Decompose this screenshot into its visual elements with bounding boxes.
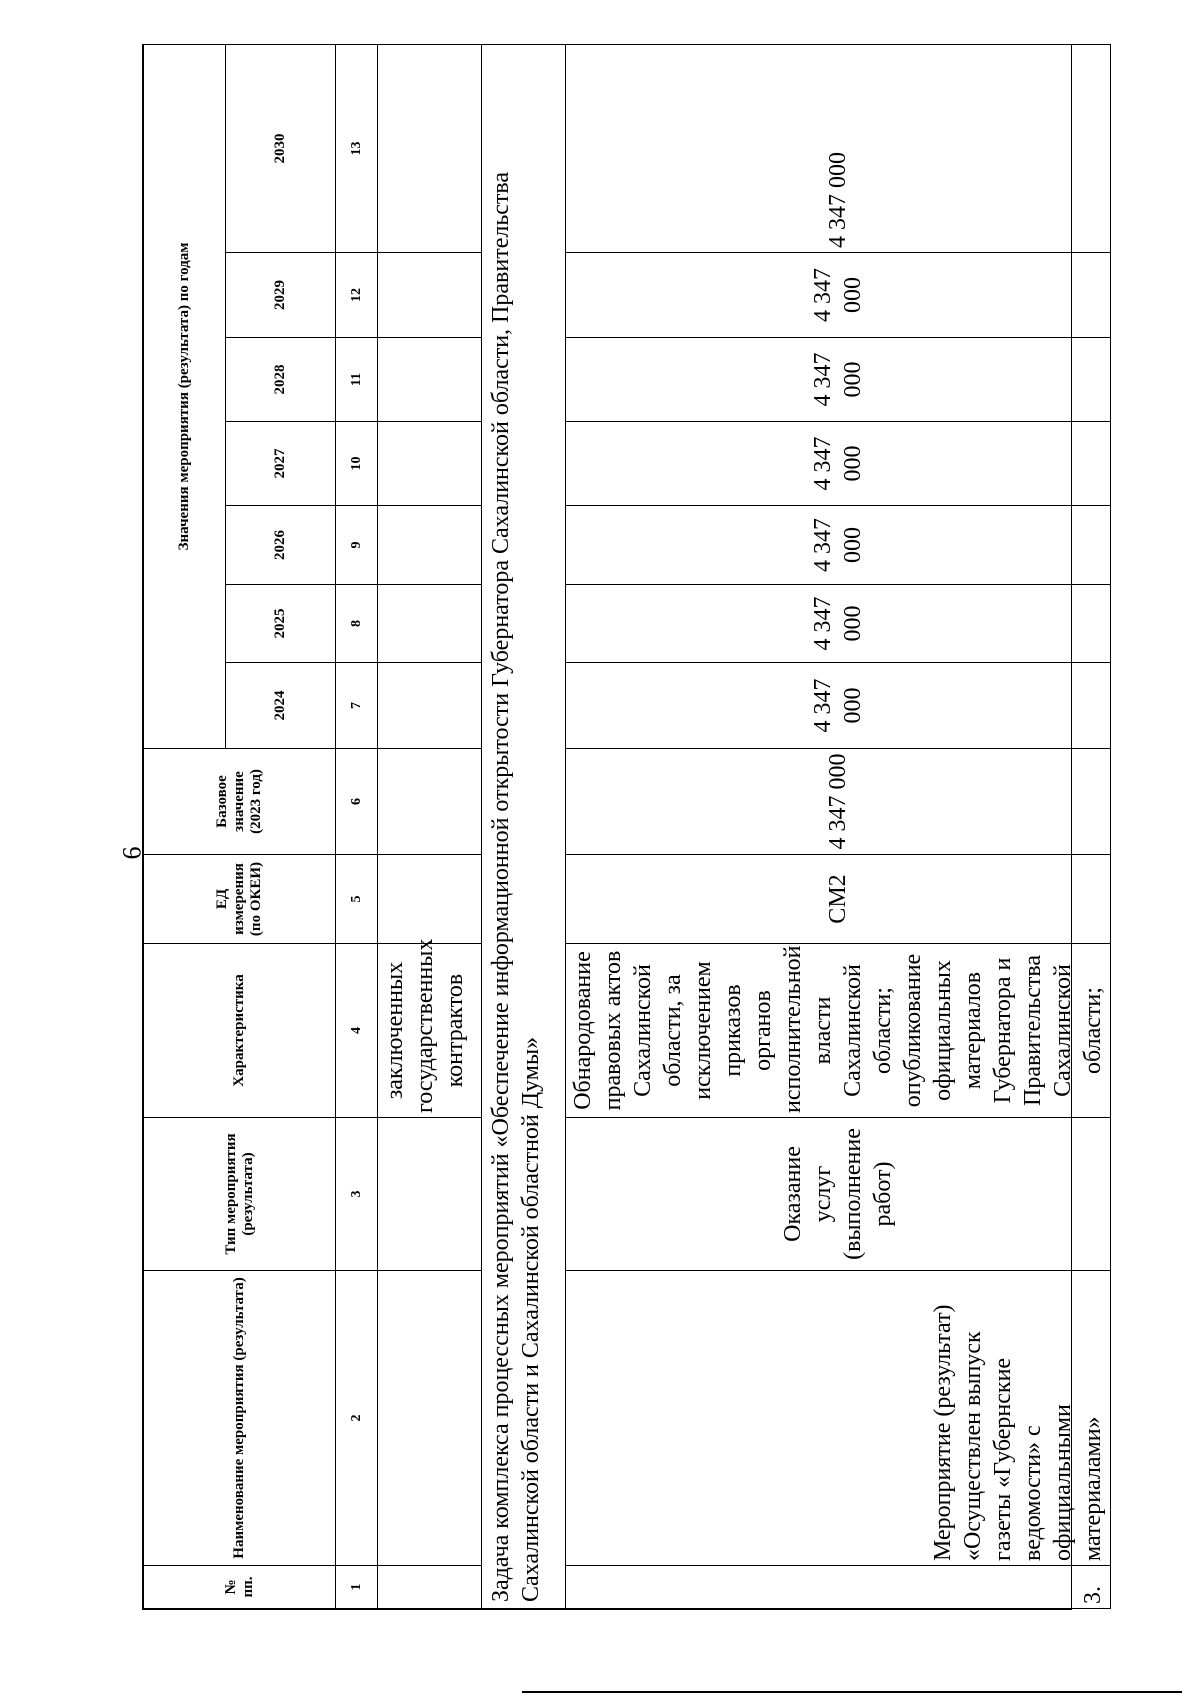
year-value: 4 347 000 bbox=[566, 44, 1111, 252]
header-name: Наименование мероприятия (результата) bbox=[144, 1271, 336, 1566]
cell-empty bbox=[378, 855, 482, 944]
header-row-1 bbox=[144, 44, 226, 1608]
cell-empty bbox=[378, 1118, 482, 1271]
column-number: 3 bbox=[336, 1118, 378, 1271]
row-number: 3. bbox=[566, 1566, 1111, 1609]
header-year: 2030 bbox=[226, 44, 336, 252]
table-frame bbox=[142, 44, 1106, 1610]
measures-table bbox=[143, 44, 1111, 1609]
cell-empty bbox=[378, 422, 482, 506]
year-value: 4 347 000 bbox=[566, 253, 1111, 338]
column-number: 10 bbox=[336, 422, 378, 506]
cell-empty bbox=[378, 1271, 482, 1566]
column-number: 11 bbox=[336, 338, 378, 422]
footer-rule bbox=[522, 1691, 1182, 1693]
column-number: 13 bbox=[336, 44, 378, 252]
cell-empty bbox=[378, 506, 482, 585]
header-type: Тип мероприятия (результата) bbox=[144, 1118, 336, 1271]
header-characteristic: Характеристика bbox=[144, 944, 336, 1118]
cell-empty bbox=[378, 1566, 482, 1609]
header-year: 2025 bbox=[226, 585, 336, 663]
year-value: 4 347 000 bbox=[566, 663, 1111, 749]
header-values-by-year: Значения мероприятия (результата) по годам bbox=[144, 44, 226, 748]
continued-row bbox=[378, 44, 482, 1608]
column-number: 1 bbox=[336, 1566, 378, 1609]
measure-unit: СМ2 bbox=[566, 855, 1111, 944]
cell-empty bbox=[378, 585, 482, 663]
header-year: 2026 bbox=[226, 506, 336, 585]
year-value: 4 347 000 bbox=[566, 338, 1111, 422]
task-row bbox=[482, 44, 566, 1608]
column-number-row bbox=[336, 44, 378, 1608]
rotated-table-canvas bbox=[143, 45, 1106, 1609]
cell-empty bbox=[378, 749, 482, 855]
header-unit: ЕД измерения (по ОКЕИ) bbox=[144, 855, 336, 944]
column-number: 7 bbox=[336, 663, 378, 749]
cell-empty bbox=[378, 338, 482, 422]
column-number: 12 bbox=[336, 253, 378, 338]
column-number: 4 bbox=[336, 944, 378, 1118]
header-no: № пп. bbox=[144, 1566, 336, 1609]
table-row-3 bbox=[566, 44, 1111, 1608]
cell-empty bbox=[378, 253, 482, 338]
header-year: 2028 bbox=[226, 338, 336, 422]
header-base: Базовое значение (2023 год) bbox=[144, 749, 336, 855]
column-number: 6 bbox=[336, 749, 378, 855]
page-number: 6 bbox=[117, 846, 147, 860]
measure-type: Оказание услуг (выполнение работ) bbox=[566, 1118, 1111, 1271]
cell-empty bbox=[378, 44, 482, 252]
column-number: 9 bbox=[336, 506, 378, 585]
task-text: Задача комплекса процессных мероприятий «Обеспечение информационной открытости Губернатора Сахалинской области, Правительства Сахалинской области и Сахалинской областной Думы» bbox=[482, 44, 566, 1608]
header-year: 2029 bbox=[226, 253, 336, 338]
measure-characteristic: Обнародование правовых актов Сахалинской области, за исключением приказов органов исполнительной власти Сахалинской области; опубликование официальных материалов Губернатора и Правительства Сахалинской области; bbox=[566, 944, 1111, 1118]
measure-name: Мероприятие (результат) «Осуществлен выпуск газеты «Губернские ведомости» с официальными материалами» bbox=[566, 1271, 1111, 1566]
column-number: 2 bbox=[336, 1271, 378, 1566]
header-year: 2027 bbox=[226, 422, 336, 506]
year-value: 4 347 000 bbox=[566, 506, 1111, 585]
column-number: 5 bbox=[336, 855, 378, 944]
year-value: 4 347 000 bbox=[566, 422, 1111, 506]
continued-characteristic: заключенных государственных контрактов bbox=[378, 944, 482, 1118]
column-number: 8 bbox=[336, 585, 378, 663]
base-value: 4 347 000 bbox=[566, 749, 1111, 855]
cell-empty bbox=[378, 663, 482, 749]
header-year: 2024 bbox=[226, 663, 336, 749]
year-value: 4 347 000 bbox=[566, 585, 1111, 663]
